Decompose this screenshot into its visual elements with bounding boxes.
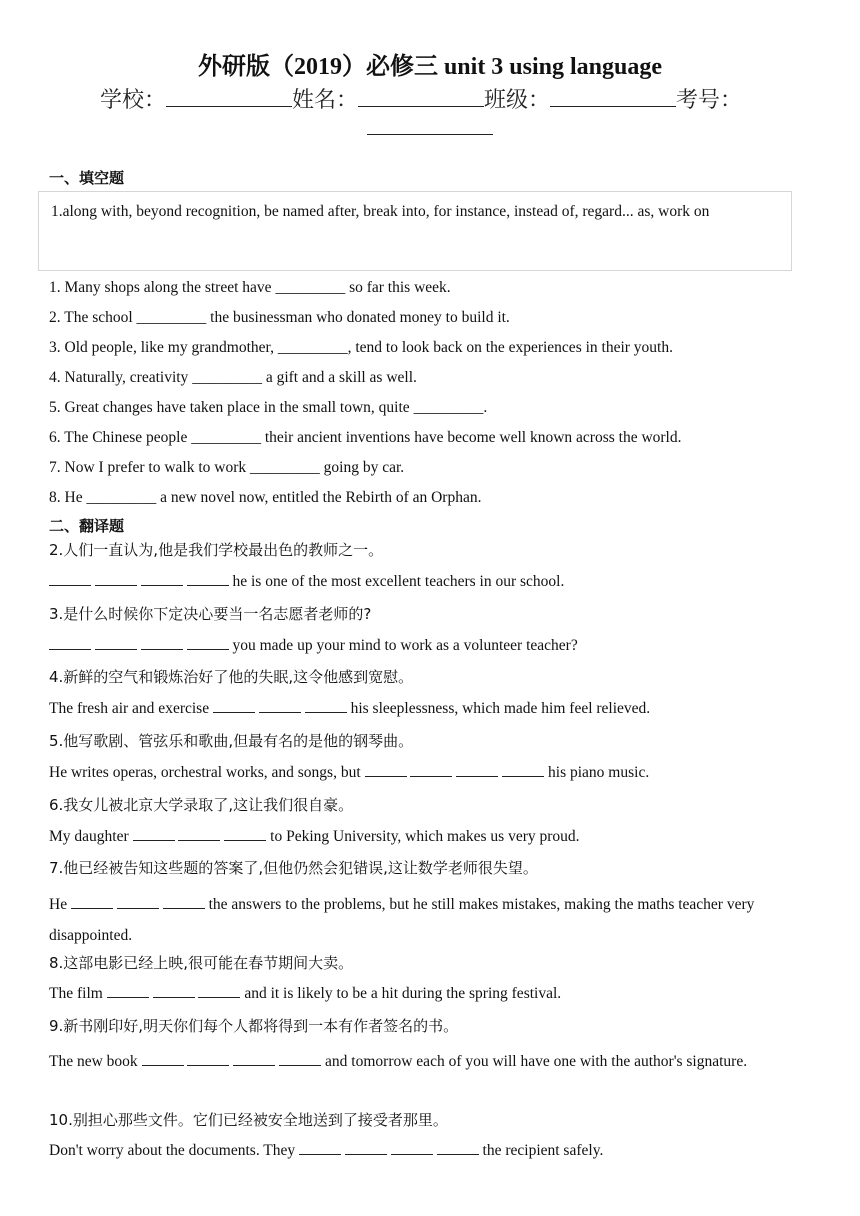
answer-blank[interactable] <box>178 826 220 841</box>
answer-blank[interactable] <box>410 762 452 777</box>
fill-in-text-before: 4. Naturally, creativity <box>49 369 193 386</box>
fill-in-blank[interactable]: _________ <box>192 369 262 386</box>
translation-chinese-sentence: 9.新书刚印好,明天你们每个人都将得到一本有作者签名的书。 <box>49 1017 459 1035</box>
fill-in-blank[interactable]: _________ <box>413 399 484 416</box>
translation-chinese-sentence: 6.我女儿被北京大学录取了,这让我们很自豪。 <box>49 796 354 814</box>
english-text-before: My daughter <box>49 828 133 845</box>
answer-blank[interactable] <box>187 571 229 586</box>
answer-blank[interactable] <box>95 635 137 650</box>
exam-number-label: 考号： <box>676 87 743 112</box>
answer-blank[interactable] <box>187 635 229 650</box>
translation-english-sentence <box>49 1140 603 1162</box>
answer-blank[interactable] <box>345 1140 387 1155</box>
school-blank[interactable] <box>166 86 292 107</box>
fill-in-text-before: 8. He <box>49 489 87 506</box>
fill-in-blank[interactable]: _________ <box>250 459 320 476</box>
translation-chinese-sentence: 5.他写歌剧、管弦乐和歌曲,但最有名的是他的钢琴曲。 <box>49 732 414 750</box>
translation-chinese-sentence: 7.他已经被告知这些题的答案了,但他仍然会犯错误,这让数学老师很失望。 <box>49 859 538 877</box>
translation-english-sentence <box>49 826 580 848</box>
student-info-row <box>100 86 760 114</box>
english-text-before: He <box>49 896 71 913</box>
answer-blank[interactable] <box>456 762 498 777</box>
fill-in-text-before: 2. The school <box>49 309 137 326</box>
english-text-before: The fresh air and exercise <box>49 700 213 717</box>
answer-blank[interactable] <box>49 635 91 650</box>
worksheet-title: 外研版（2019）必修三 unit 3 using language <box>197 54 663 80</box>
fill-in-item <box>49 367 417 389</box>
fill-in-text-after: their ancient inventions have become well known across the world. <box>260 429 682 446</box>
exam-number-blank[interactable] <box>367 134 493 135</box>
fill-in-blank[interactable]: _________ <box>191 429 261 446</box>
english-text-after: he is one of the most excellent teachers in our school. <box>228 573 565 590</box>
answer-blank[interactable] <box>259 698 301 713</box>
fill-in-item <box>49 397 487 419</box>
answer-blank[interactable] <box>117 894 159 909</box>
translation-chinese-sentence: 8.这部电影已经上映,很可能在春节期间大卖。 <box>49 954 354 972</box>
answer-blank[interactable] <box>141 571 183 586</box>
english-text-before: Don't worry about the documents. They <box>49 1142 300 1159</box>
fill-in-item <box>49 307 510 329</box>
section-heading-translation: 二、翻译题 <box>49 517 125 535</box>
class-blank[interactable] <box>550 86 676 107</box>
word-bank-box: 1.along with, beyond recognition, be named after, break into, for instance, instead of, regard... as, work on <box>38 191 792 271</box>
answer-blank[interactable] <box>198 983 240 998</box>
translation-english-sentence <box>49 983 561 1005</box>
fill-in-blank[interactable]: _________ <box>86 489 157 506</box>
fill-in-item <box>49 277 451 299</box>
fill-in-text-after: going by car. <box>319 459 405 476</box>
translation-english-sentence <box>49 762 649 784</box>
fill-in-text-after: a gift and a skill as well. <box>261 369 417 386</box>
answer-blank[interactable] <box>365 762 407 777</box>
answer-blank[interactable] <box>213 698 255 713</box>
translation-english-sentence <box>49 1046 809 1077</box>
answer-blank[interactable] <box>502 762 544 777</box>
fill-in-text-before: 6. The Chinese people <box>49 429 192 446</box>
answer-blank[interactable] <box>305 698 347 713</box>
fill-in-text-after: the businessman who donated money to build it. <box>206 309 510 326</box>
fill-in-item <box>49 337 673 359</box>
fill-in-blank[interactable]: _________ <box>275 279 346 296</box>
fill-in-item <box>49 457 404 479</box>
name-blank[interactable] <box>358 86 484 107</box>
translation-english-sentence <box>49 698 650 720</box>
translation-chinese-sentence: 2.人们一直认为,他是我们学校最出色的教师之一。 <box>49 541 384 559</box>
answer-blank[interactable] <box>187 1051 229 1066</box>
fill-in-text-after: , tend to look back on the experiences in their youth. <box>347 339 673 356</box>
name-label: 姓名： <box>292 87 359 112</box>
translation-english-sentence <box>49 571 564 593</box>
answer-blank[interactable] <box>391 1140 433 1155</box>
translation-english-sentence <box>49 889 809 951</box>
answer-blank[interactable] <box>224 826 266 841</box>
fill-in-text-before: 3. Old people, like my grandmother, <box>49 339 278 356</box>
english-text-after: to Peking University, which makes us very proud. <box>266 828 580 845</box>
english-text-before: The new book <box>49 1053 142 1070</box>
english-text-after: you made up your mind to work as a volunteer teacher? <box>228 637 578 654</box>
english-text-after: his sleeplessness, which made him feel relieved. <box>346 700 651 717</box>
answer-blank[interactable] <box>95 571 137 586</box>
answer-blank[interactable] <box>133 826 175 841</box>
english-text-after: his piano music. <box>544 764 650 781</box>
fill-in-item <box>49 487 481 509</box>
answer-blank[interactable] <box>299 1140 341 1155</box>
fill-in-text-after: so far this week. <box>345 279 451 296</box>
translation-chinese-sentence: 3.是什么时候你下定决心要当一名志愿者老师的? <box>49 605 372 623</box>
fill-in-text-after: . <box>483 399 488 416</box>
english-text-before: He writes operas, orchestral works, and songs, but <box>49 764 365 781</box>
answer-blank[interactable] <box>49 571 91 586</box>
english-text-after: and tomorrow each of you will have one with the author's signature. <box>321 1053 748 1070</box>
answer-blank[interactable] <box>233 1051 275 1066</box>
english-text-before: The film <box>49 985 107 1002</box>
translation-english-sentence <box>49 635 578 657</box>
answer-blank[interactable] <box>71 894 113 909</box>
english-text-after: the answers to the problems, but he still makes mistakes, making the maths teacher very disappointed. <box>49 896 755 944</box>
answer-blank[interactable] <box>153 983 195 998</box>
fill-in-text-before: 1. Many shops along the street have <box>49 279 276 296</box>
fill-in-blank[interactable]: _________ <box>277 339 348 356</box>
english-text-after: and it is likely to be a hit during the spring festival. <box>240 985 562 1002</box>
answer-blank[interactable] <box>163 894 205 909</box>
translation-chinese-sentence: 4.新鲜的空气和锻炼治好了他的失眠,这令他感到宽慰。 <box>49 668 414 686</box>
answer-blank[interactable] <box>107 983 149 998</box>
school-label: 学校： <box>100 87 167 112</box>
translation-chinese-sentence: 10.别担心那些文件。它们已经被安全地送到了接受者那里。 <box>49 1111 448 1129</box>
fill-in-text-before: 5. Great changes have taken place in the small town, quite <box>49 399 414 416</box>
fill-in-item <box>49 427 681 449</box>
fill-in-text-after: a new novel now, entitled the Rebirth of an Orphan. <box>156 489 482 506</box>
section-heading-fill-in: 一、填空题 <box>49 169 125 187</box>
answer-blank[interactable] <box>437 1140 479 1155</box>
fill-in-text-before: 7. Now I prefer to walk to work <box>49 459 251 476</box>
answer-blank[interactable] <box>279 1051 321 1066</box>
answer-blank[interactable] <box>141 635 183 650</box>
fill-in-blank[interactable]: _________ <box>136 309 207 326</box>
class-label: 班级： <box>484 87 551 112</box>
answer-blank[interactable] <box>142 1051 184 1066</box>
english-text-after: the recipient safely. <box>478 1142 604 1159</box>
